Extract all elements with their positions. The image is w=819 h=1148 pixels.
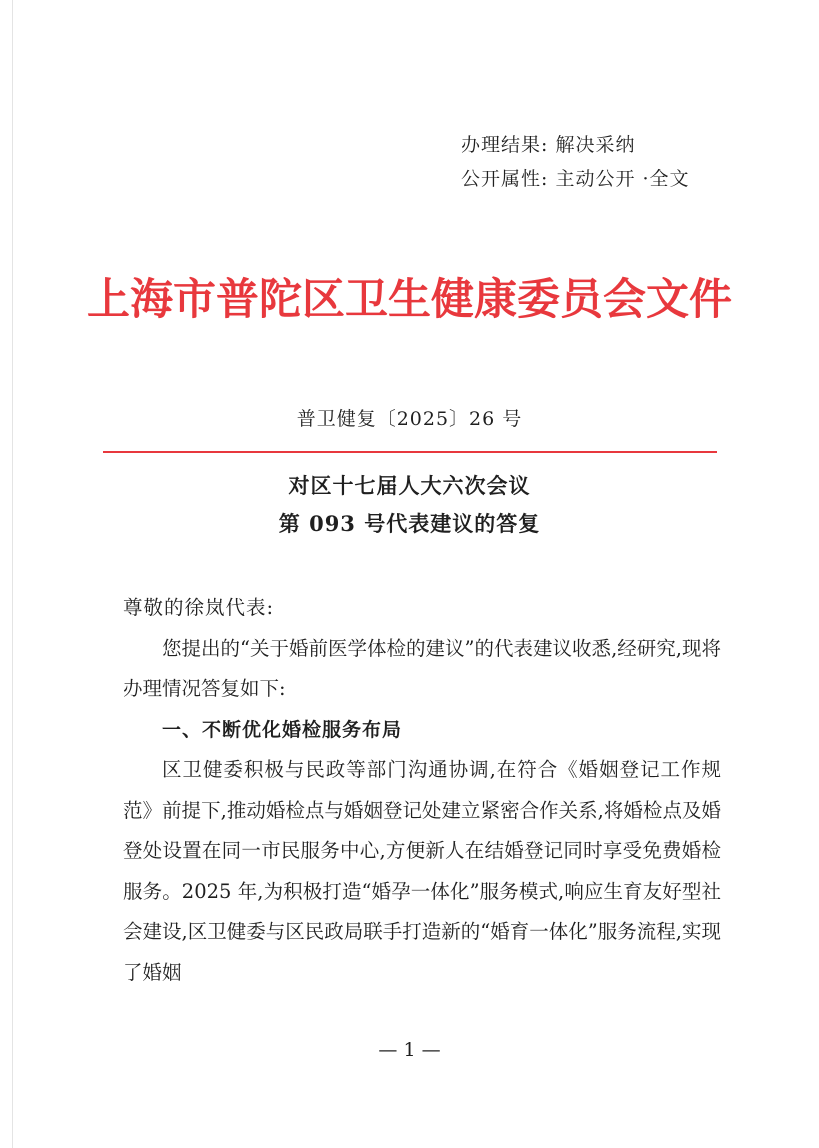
disclosure-value: 主动公开 ·全文 bbox=[555, 168, 690, 190]
disposition-meta bbox=[461, 128, 690, 196]
body-text bbox=[123, 588, 721, 993]
title-line-2: 第 093 号代表建议的答复 bbox=[278, 511, 541, 536]
document-title bbox=[0, 467, 819, 543]
red-separator-rule bbox=[103, 451, 717, 453]
page-edge bbox=[12, 0, 13, 1148]
page-number: — 1 — bbox=[378, 1039, 441, 1061]
title-line-1: 对区十七届人大六次会议 bbox=[288, 473, 531, 498]
result-label: 办理结果: bbox=[461, 134, 549, 156]
disclosure-label: 公开属性: bbox=[461, 168, 549, 190]
section-heading-1: 一、不断优化婚检服务布局 bbox=[162, 718, 403, 741]
issuer-header: 上海市普陀区卫生健康委员会文件 bbox=[87, 275, 732, 325]
disclosure-line bbox=[461, 162, 690, 196]
result-line bbox=[461, 128, 690, 162]
result-value: 解决采纳 bbox=[555, 134, 636, 156]
greeting: 尊敬的徐岚代表: bbox=[123, 596, 275, 619]
intro-paragraph: 您提出的“关于婚前医学体检的建议”的代表建议收悉,经研究,现将办理情况答复如下: bbox=[123, 636, 721, 700]
document-number: 普卫健复〔2025〕26 号 bbox=[296, 408, 523, 430]
section-1-paragraph: 区卫健委积极与民政等部门沟通协调,在符合《婚姻登记工作规范》前提下,推动婚检点与婚姻登记处建立紧密合作关系,将婚检点及婚登处设置在同一市民服务中心,方便新人在结婚登记同时享受免费婚检服务。2025 年,为积极打造“婚孕一体化”服务模式,响应生育友好型社会建设,区卫健委与区民政局联手打造新的“婚育一体化”服务流程,实现了婚姻 bbox=[123, 758, 721, 984]
